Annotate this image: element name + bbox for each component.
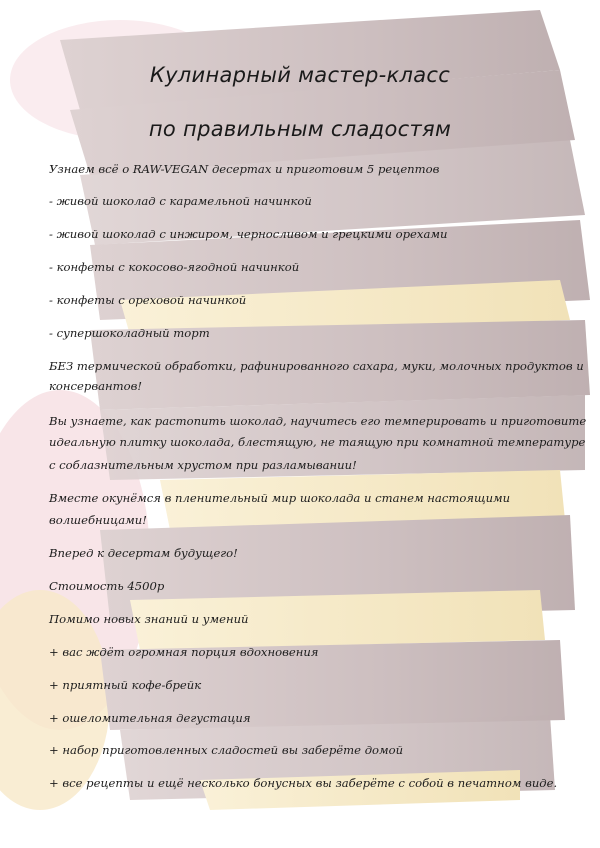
intro-text: Узнаем всё о RAW-VEGAN десертах и приготовим 5 рецептов [49,162,440,176]
learn-text: с соблазнительным хрустом при разламывании! [49,458,357,472]
page-title-line-1: Кулинарный мастер-класс [149,63,451,87]
no-processing-text: консервантов! [49,379,142,393]
extra-item: + ошеломительная дегустация [49,711,251,725]
no-processing-text: БЕЗ термической обработки, рафинированного сахара, муки, молочных продуктов и [49,359,584,373]
learn-text: Вы узнаете, как растопить шоколад, научитесь его темперировать и приготовите [49,414,587,428]
extra-item: + все рецепты и ещё несколько бонусных вы заберёте с собой в печатном виде. [49,776,558,790]
learn-text: идеальную плитку шоколада, блестящую, не таящую при комнатной температуре [49,435,586,449]
recipe-item: - супершоколадный торт [49,326,210,340]
extra-item: + вас ждёт огромная порция вдохновения [49,645,319,659]
immerse-text: Вместе окунёмся в пленительный мир шоколада и станем настоящими [49,491,511,505]
recipe-item: - живой шоколад с инжиром, черносливом и грецкими орехами [49,227,448,241]
extra-item: + приятный кофе-брейк [49,678,202,692]
recipe-item: - конфеты с кокосово-ягодной начинкой [49,260,300,274]
immerse-text: волшебницами! [49,513,147,527]
page-title-line-2: по правильным сладостям [148,117,452,141]
extra-item: + набор приготовленных сладостей вы заберёте домой [49,743,404,757]
recipe-item: - живой шоколад с карамельной начинкой [49,194,312,208]
forward-text: Вперед к десертам будущего! [49,546,238,560]
price-text: Стоимость 4500р [49,579,165,593]
extras-intro-text: Помимо новых знаний и умений [49,612,249,626]
recipe-item: - конфеты с ореховой начинкой [49,293,247,307]
